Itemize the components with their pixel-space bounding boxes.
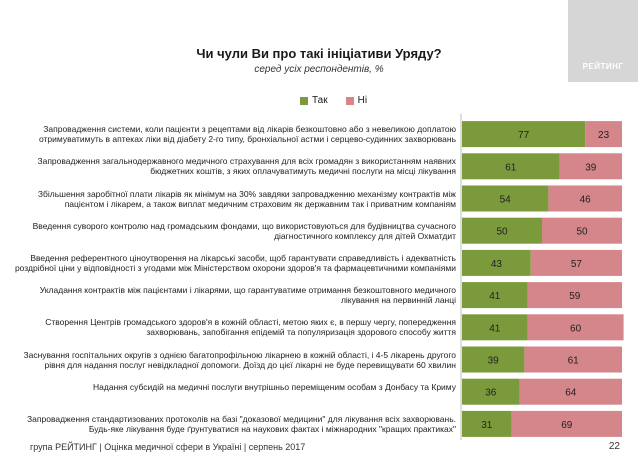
data-label-yes: 31 xyxy=(481,419,493,431)
category-label: Заснування госпітальних округів з однією багатопрофільною лікарнею в кожній області, і 4-5 лікарень другого рівня для надання послуг невідкладної допомоги. Доїзд до цієї лікарні не буде перевищувати 60 хвилин xyxy=(23,349,456,370)
legend-label-yes: Так xyxy=(312,95,328,106)
chart-subtitle: серед усіх респондентів, % xyxy=(254,64,384,75)
data-label-yes: 41 xyxy=(489,291,501,303)
category-label: Надання субсидій на медичні послуги внутрішньо переміщеним особам з Донбасу та Криму xyxy=(93,381,456,392)
data-label-no: 64 xyxy=(565,387,577,399)
page-number: 22 xyxy=(608,441,620,452)
data-label-yes: 61 xyxy=(505,162,517,174)
category-label: Створення Центрів громадського здоров'я в кожній області, метою яких є, в першу чергу, попередження захворювань, запобігання епідемій та популяризація здорового способу життя xyxy=(45,317,456,338)
data-label-yes: 41 xyxy=(489,323,501,335)
data-label-no: 46 xyxy=(579,194,591,206)
data-label-no: 61 xyxy=(567,355,579,367)
data-label-yes: 54 xyxy=(499,194,511,206)
logo-text: РЕЙТИНГ xyxy=(582,62,624,71)
chart-title: Чи чули Ви про такі ініціативи Уряду? xyxy=(196,46,442,61)
data-label-no: 69 xyxy=(561,419,573,431)
data-label-yes: 43 xyxy=(490,258,502,270)
category-label: Введення референтного ціноутворення на лікарські засоби, щоб гарантувати справедливість і адекватність роздрібної ціни у відповідності з угодами між Міністерством охорони здоров'я та фармацевтичними компаніями xyxy=(14,252,456,273)
category-label: Запровадження стандартизованих протоколів на базі "доказової медицини" для лікування всіх захворювань. Будь-яке лікування буде ґрунтуватися на наукових фактах і міжнародних "кращих практиках" xyxy=(27,413,456,434)
category-label: Збільшення заробітної плати лікарів як мінімум на 30% завдяки запровадженню механізму контрактів між пацієнтом і лікарем, а також виплат медичним страховим як державним так і приватним компаніям xyxy=(37,188,456,209)
category-label: Запровадження системи, коли пацієнти з рецептами від лікарів безкоштовно або з невеликою доплатою отримуватимуть в аптеках ліки від діабету 2-го типу, бронхіальної астми і серцево-судинних захворювань xyxy=(38,124,456,145)
category-label: Укладання контрактів між пацієнтами і лікарями, що гарантуватиме отримання безкоштовного медичного лікування на первинній ланці xyxy=(39,285,456,306)
data-label-yes: 77 xyxy=(518,130,530,142)
category-label: Введення суворого контролю над громадським фондами, що використовуються для будівництва сучасного діагностичного комплексу для дітей Охматдит xyxy=(32,220,456,241)
data-label-no: 23 xyxy=(598,130,610,142)
data-label-yes: 50 xyxy=(496,226,508,238)
footer-text: група РЕЙТИНГ | Оцінка медичної сфери в Україні | серпень 2017 xyxy=(30,442,306,452)
category-label: Запровадження загальнодержавного медичного страхування для всіх громадян з використанням наявних бюджетних коштів, з яких оплачуватимуть медичні послуги на місці лікування xyxy=(37,156,456,177)
data-label-no: 50 xyxy=(576,226,588,238)
data-label-no: 59 xyxy=(569,291,581,303)
data-label-yes: 39 xyxy=(487,355,499,367)
legend-label-no: Ні xyxy=(357,95,368,106)
data-label-yes: 36 xyxy=(485,387,497,399)
data-label-no: 57 xyxy=(570,258,582,270)
data-label-no: 39 xyxy=(585,162,597,174)
data-label-no: 60 xyxy=(570,323,582,335)
